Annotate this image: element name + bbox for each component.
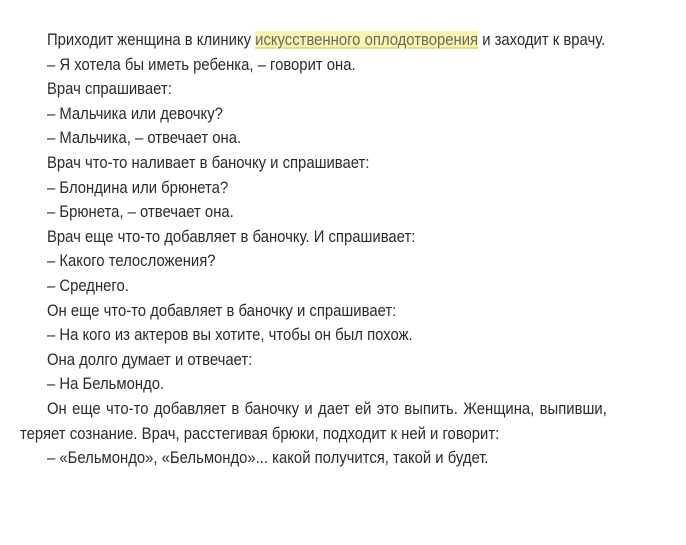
dialogue-line-last: – «Бельмондо», «Бельмондо»... какой получится, такой и будет. [47, 449, 489, 468]
paragraph-final: Он еще что-то добавляет в баночку и дает ей это выпить. Женщина, выпивши, теряет сознание. Врач, расстегивая брюки, подходит к ней и говорит: [20, 399, 607, 443]
dialogue-line: – На кого из актеров вы хотите, чтобы он был похож. [47, 326, 413, 345]
article-text [20, 28, 607, 471]
dialogue-line: – Я хотела бы иметь ребенка, – говорит она. [47, 55, 356, 74]
narration-line: Врач спрашивает: [47, 80, 172, 99]
intro-text-end: и заходит к врачу. [478, 31, 606, 49]
intro-text-start: Приходит женщина в клинику [47, 31, 256, 49]
narration-line: Врач что-то наливает в баночку и спрашивает: [47, 153, 370, 172]
dialogue-line: – Какого телосложения? [47, 252, 216, 271]
dialogue-line: – Блондина или брюнета? [47, 178, 229, 197]
page-edge [672, 0, 686, 545]
narration-line: Она долго думает и отвечает: [47, 350, 253, 369]
paragraph-intro [20, 28, 607, 53]
dialogue-line: – На Бельмондо. [47, 375, 165, 394]
dialogue-line: – Брюнета, – отвечает она. [47, 203, 234, 222]
dialogue-line: – Среднего. [47, 276, 129, 295]
narration-line: Он еще что-то добавляет в баночку и спрашивает: [47, 301, 397, 320]
dialogue-line: – Мальчика, – отвечает она. [47, 129, 242, 148]
dialogue-line: – Мальчика или девочку? [47, 104, 223, 123]
highlighted-link[interactable]: искусственного оплодотворения [255, 31, 479, 49]
narration-line: Врач еще что-то добавляет в баночку. И спрашивает: [47, 227, 416, 246]
